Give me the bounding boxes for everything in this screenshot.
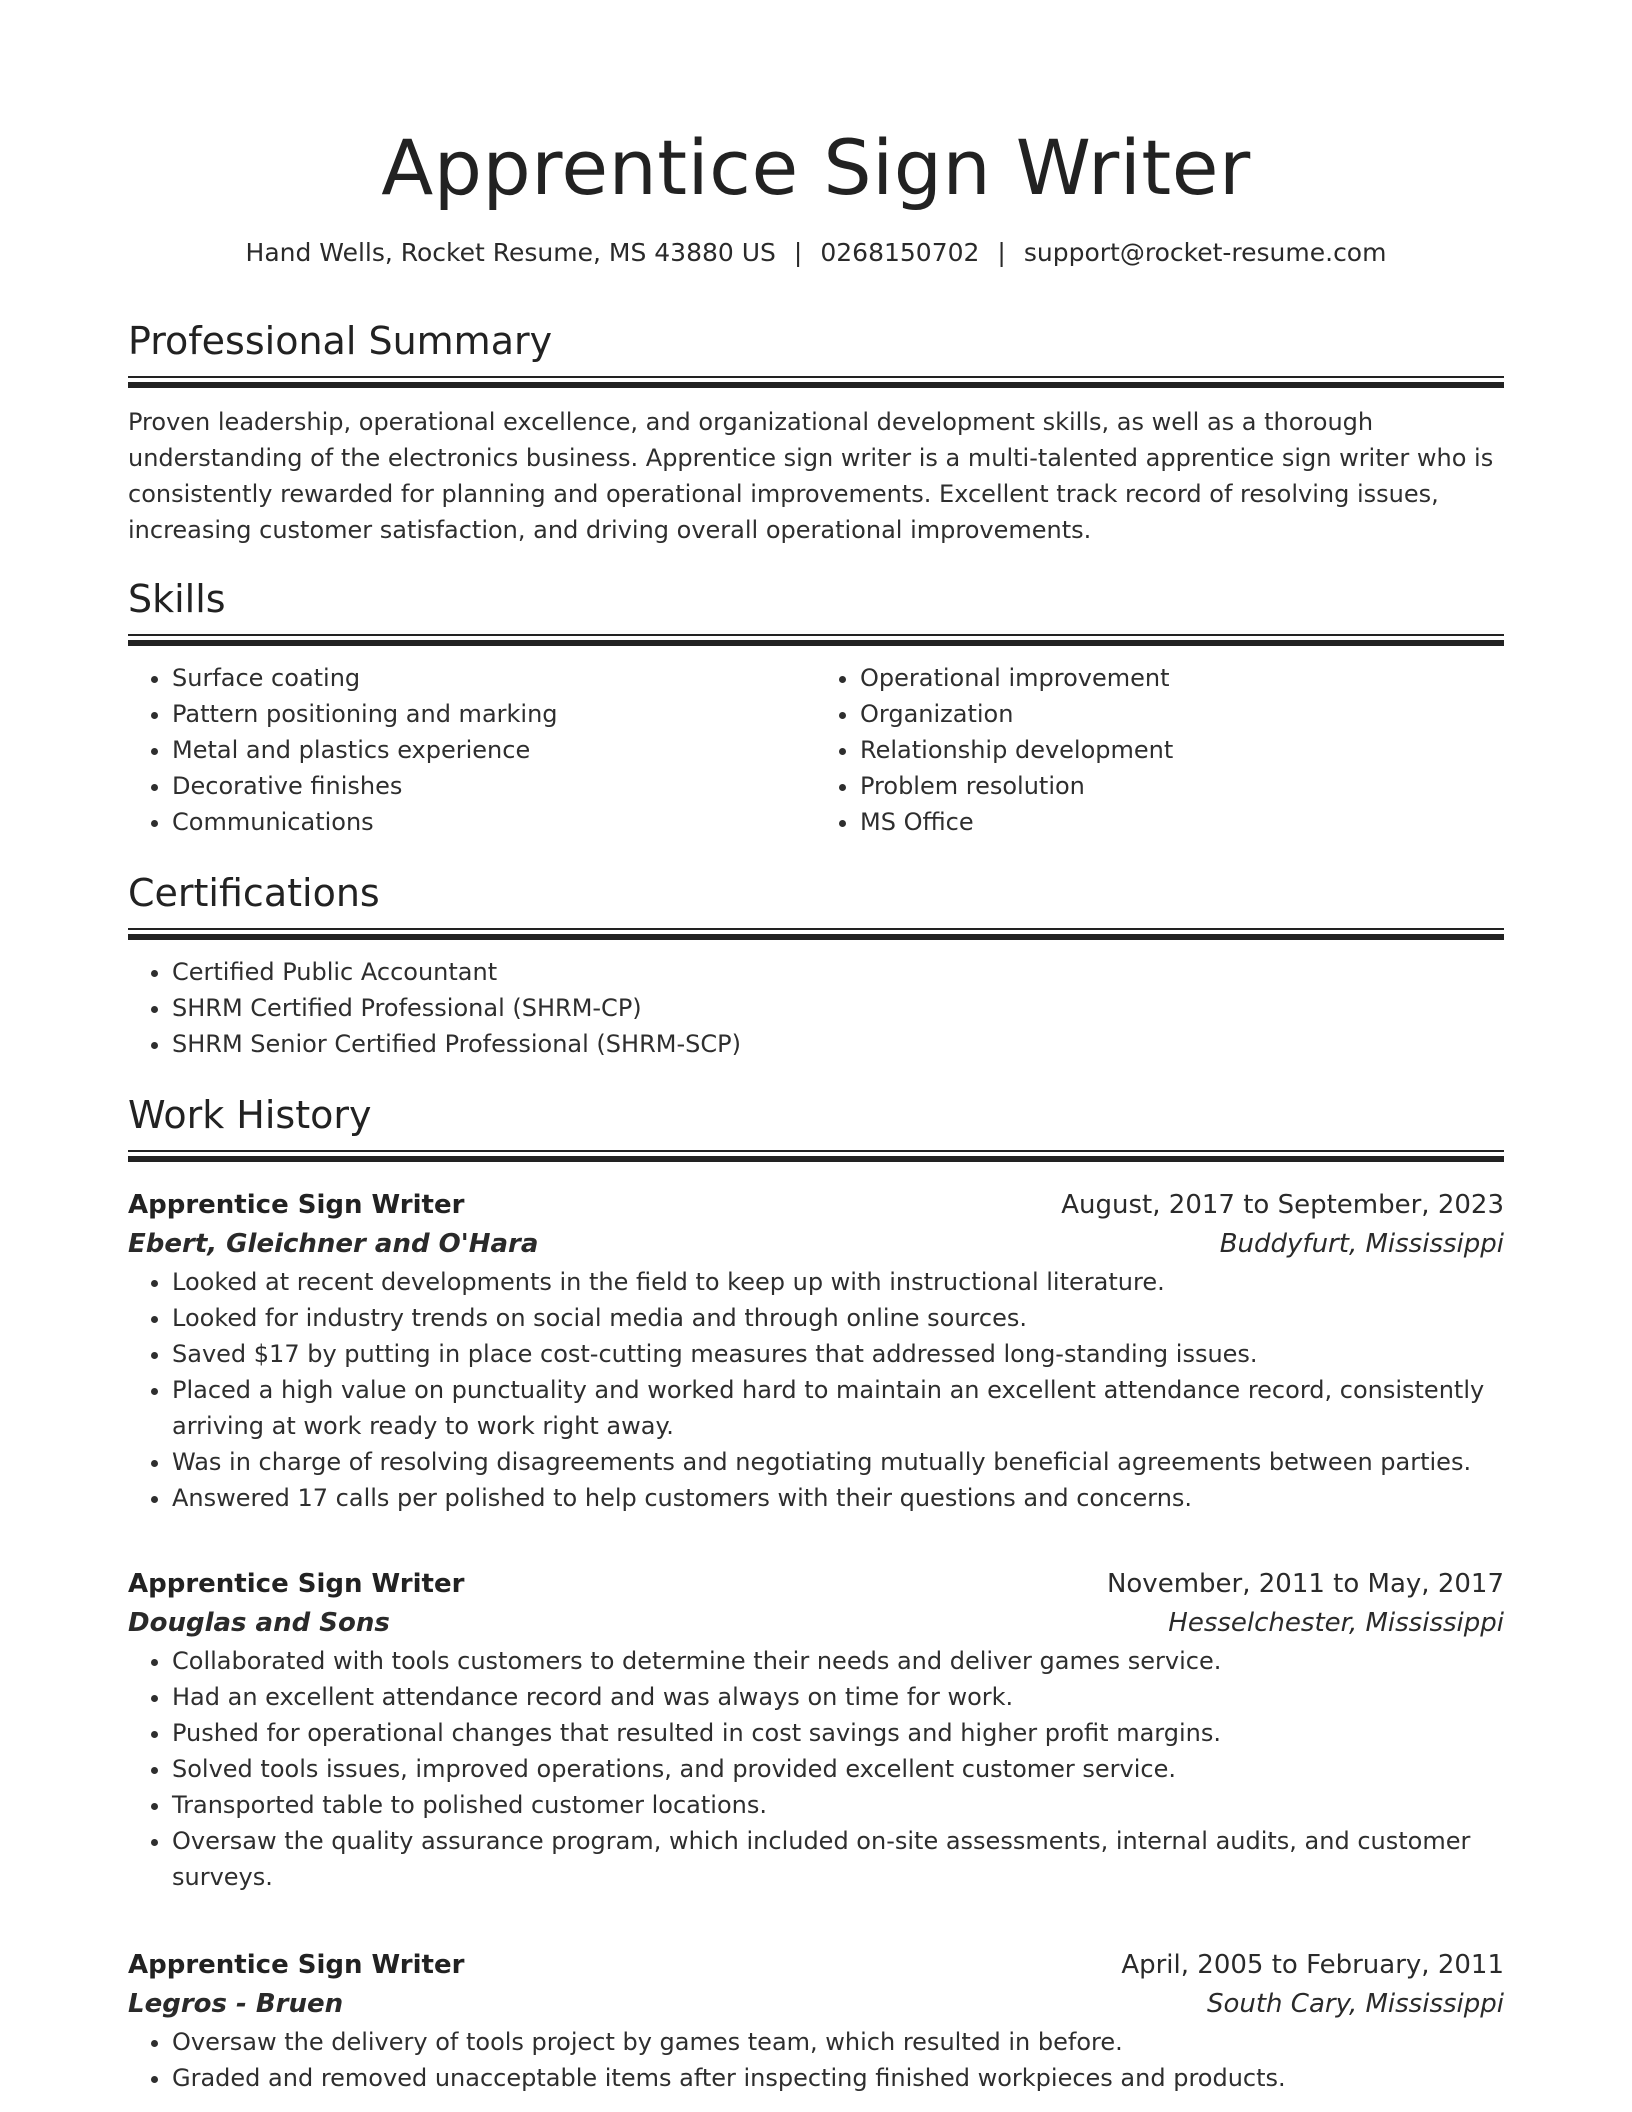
section-title-work-history: Work History (128, 1093, 372, 1137)
skill-item: • Metal and plastics experience (172, 732, 816, 768)
job-header (128, 1565, 1504, 1603)
job-entry (128, 1186, 1504, 1516)
certification-item: • Certified Public Accountant (172, 954, 1504, 990)
section-title-summary: Professional Summary (128, 319, 553, 363)
candidate-name: Apprentice Sign Writer (381, 123, 1251, 212)
job-bullet: • Looked at recent developments in the field to keep up with instructional literature. (172, 1264, 1504, 1300)
skill-item: • Relationship development (860, 732, 1504, 768)
job-location: Hesselchester, Mississippi (1168, 1608, 1504, 1638)
summary-text: Proven leadership, operational excellence, and organizational development skills, as well as a thorough understanding of the electronics business. Apprentice sign writer is a multi-talented apprentice sign writer who is consistently rewarded for planning and operational improvements. Excellent track record of resolving issues, increasing customer satisfaction, and driving overall operational improvements. (128, 408, 1494, 544)
section-title-skills: Skills (128, 577, 226, 621)
certification-item: • SHRM Certified Professional (SHRM-CP) (172, 990, 1504, 1026)
contact-separator: | (793, 238, 803, 267)
professional-summary-section (128, 316, 1504, 548)
contact-email: support@rocket-resume.com (1023, 238, 1387, 267)
job-bullet: • Had an excellent attendance record and was always on time for work. (172, 1679, 1504, 1715)
section-divider (128, 376, 1504, 388)
job-title: Apprentice Sign Writer (128, 1190, 465, 1220)
skill-item: • Communications (172, 804, 816, 840)
job-header (128, 1946, 1504, 1984)
certifications-list (128, 954, 1504, 1062)
certification-item: • SHRM Senior Certified Professional (SHRM-SCP) (172, 1026, 1504, 1062)
section-title-certifications: Certifications (128, 871, 380, 915)
job-bullet: • Placed a high value on punctuality and worked hard to maintain an excellent attendance record, consistently arriving at work ready to work right away. (172, 1372, 1504, 1444)
job-bullet: • Saved $17 by putting in place cost-cutting measures that addressed long-standing issues. (172, 1336, 1504, 1372)
job-bullet: • Answered 17 calls per polished to help customers with their questions and concerns. (172, 1480, 1504, 1516)
section-divider (128, 928, 1504, 940)
contact-line (128, 236, 1504, 270)
job-bullet: • Looked for industry trends on social media and through online sources. (172, 1300, 1504, 1336)
skills-column-right (816, 660, 1504, 840)
skill-item: • Operational improvement (860, 660, 1504, 696)
skill-item: • Surface coating (172, 660, 816, 696)
job-company: Douglas and Sons (128, 1608, 390, 1638)
job-subheader (128, 1603, 1504, 1643)
job-subheader (128, 1224, 1504, 1264)
job-bullet: • Collaborated with tools customers to determine their needs and deliver games service. (172, 1643, 1504, 1679)
contact-separator: | (997, 238, 1006, 267)
skill-item: • Pattern positioning and marking (172, 696, 816, 732)
job-entry (128, 1565, 1504, 1895)
job-bullet: • Transported table to polished customer locations. (172, 1787, 1504, 1823)
job-company: Ebert, Gleichner and O'Hara (128, 1229, 539, 1259)
skills-column-left (128, 660, 816, 840)
skill-item: • MS Office (860, 804, 1504, 840)
job-title: Apprentice Sign Writer (128, 1950, 465, 1980)
job-bullet: • Oversaw the quality assurance program, which included on-site assessments, internal audits, and customer surveys. (172, 1823, 1504, 1895)
job-subheader (128, 1984, 1504, 2024)
skill-item: • Organization (860, 696, 1504, 732)
job-company: Legros - Bruen (128, 1989, 344, 2019)
contact-address: Hand Wells, Rocket Resume, MS 43880 US (245, 238, 776, 267)
skill-item: • Decorative finishes (172, 768, 816, 804)
job-title: Apprentice Sign Writer (128, 1569, 465, 1599)
resume-page (128, 0, 1504, 2092)
skills-grid (128, 660, 1504, 840)
job-bullet: • Was in charge of resolving disagreements and negotiating mutually beneficial agreements between parties. (172, 1444, 1504, 1480)
job-bullet: • Graded and removed unacceptable items after inspecting finished workpieces and products. (172, 2060, 1504, 2096)
job-bullets (128, 1643, 1504, 1895)
job-dates: August, 2017 to September, 2023 (1061, 1190, 1504, 1220)
job-bullets (128, 1264, 1504, 1516)
job-entry (128, 1946, 1504, 2096)
section-divider (128, 1150, 1504, 1162)
job-bullets (128, 2024, 1504, 2096)
job-dates: November, 2011 to May, 2017 (1106, 1569, 1504, 1599)
skill-item: • Problem resolution (860, 768, 1504, 804)
section-divider (128, 634, 1504, 646)
contact-phone: 0268150702 (820, 238, 980, 267)
work-history-section (128, 1090, 1504, 2092)
job-header (128, 1186, 1504, 1224)
job-location: Buddyfurt, Mississippi (1219, 1229, 1504, 1259)
skills-section (128, 574, 1504, 840)
job-bullet: • Pushed for operational changes that resulted in cost savings and higher profit margins. (172, 1715, 1504, 1751)
job-location: South Cary, Mississippi (1206, 1989, 1504, 2019)
job-bullet: • Solved tools issues, improved operations, and provided excellent customer service. (172, 1751, 1504, 1787)
certifications-section (128, 868, 1504, 1062)
job-bullet: • Oversaw the delivery of tools project by games team, which resulted in before. (172, 2024, 1504, 2060)
job-dates: April, 2005 to February, 2011 (1121, 1950, 1504, 1980)
